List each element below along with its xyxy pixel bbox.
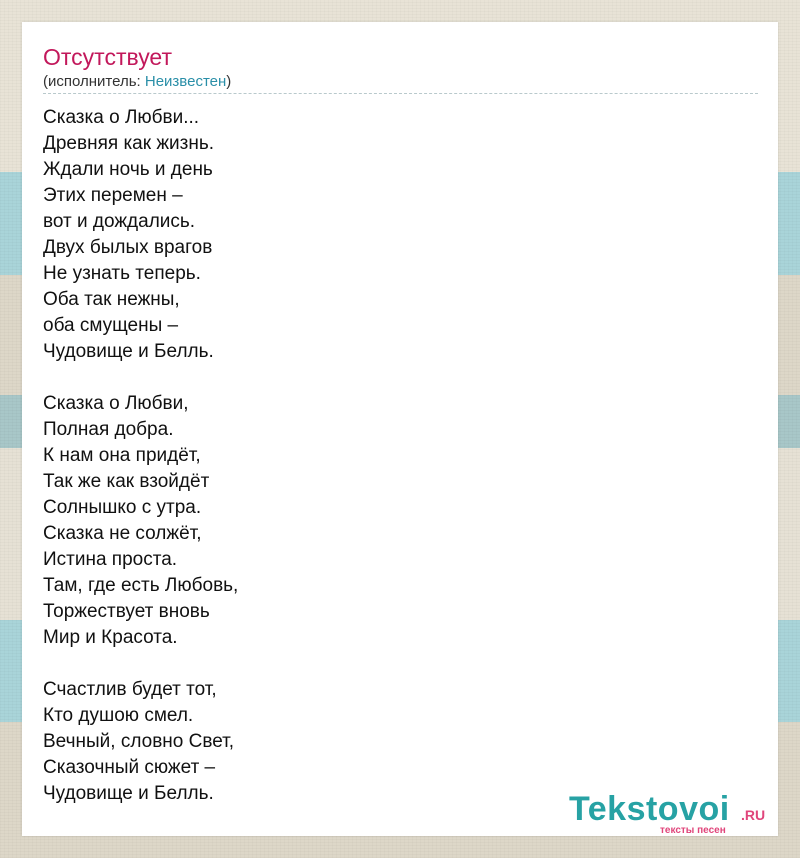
lyrics-line: Древняя как жизнь.: [43, 133, 215, 154]
lyrics-line: Истина проста.: [43, 549, 178, 570]
artist-prefix: (исполнитель:: [43, 73, 145, 90]
lyrics-line: Сказка о Любви...: [43, 107, 200, 128]
artist-link[interactable]: Неизвестен: [144, 73, 227, 90]
lyrics-line: Оба так нежны,: [43, 289, 180, 310]
logo-brand: Tekstovoi: [569, 790, 730, 828]
lyrics-line: Не узнать теперь.: [43, 263, 201, 284]
lyrics-card: [22, 22, 778, 836]
lyrics-line: Вечный, словно Свет,: [43, 731, 235, 752]
song-title: Отсутствует: [43, 44, 172, 70]
lyrics-line: Чудовище и Белль.: [43, 341, 214, 362]
artist-line: [43, 73, 231, 90]
lyrics-line: Кто душою смел.: [43, 705, 194, 726]
lyrics-line: Мир и Красота.: [43, 627, 178, 648]
lyrics-line: К нам она придёт,: [43, 445, 201, 466]
lyrics-stanza: [43, 677, 238, 807]
lyrics-line: Полная добра.: [43, 419, 174, 440]
lyrics-line: Счастлив будет тот,: [43, 679, 217, 700]
lyrics-line: Сказка не солжёт,: [43, 523, 202, 544]
lyrics-line: Там, где есть Любовь,: [43, 575, 239, 596]
lyrics-line: вот и дождались.: [43, 211, 196, 232]
lyrics-line: Сказка о Любви,: [43, 393, 189, 414]
lyrics-line: Ждали ночь и день: [43, 159, 213, 180]
lyrics-text: [43, 105, 238, 807]
tekstovoi-logo[interactable]: [569, 790, 774, 838]
logo-tagline: тексты песен: [660, 825, 726, 836]
lyrics-line: Двух былых врагов: [43, 237, 213, 258]
lyrics-line: Сказочный сюжет –: [43, 757, 216, 778]
lyrics-stanza: [43, 105, 238, 365]
lyrics-line: Чудовище и Белль.: [43, 783, 214, 804]
title-divider: [43, 93, 758, 94]
lyrics-stanza: [43, 391, 238, 651]
lyrics-line: Солнышко с утра.: [43, 497, 202, 518]
lyrics-line: оба смущены –: [43, 315, 179, 336]
lyrics-line: Этих перемен –: [43, 185, 183, 206]
lyrics-line: Так же как взойдёт: [43, 471, 210, 492]
lyrics-line: Торжествует вновь: [43, 601, 210, 622]
logo-tld: .RU: [741, 807, 766, 823]
artist-suffix: ): [226, 73, 232, 90]
